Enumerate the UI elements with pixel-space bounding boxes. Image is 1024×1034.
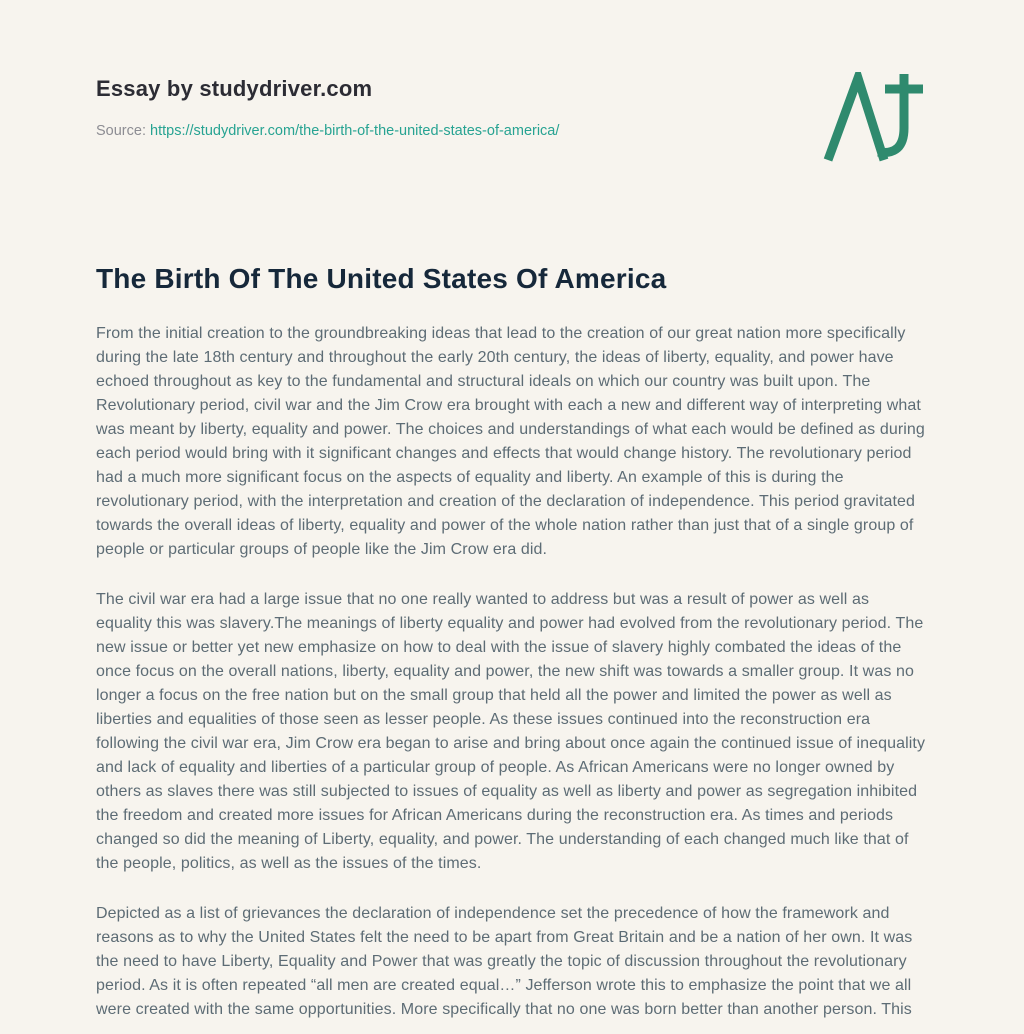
studydriver-logo-icon — [822, 72, 926, 162]
essay-article — [96, 262, 928, 1022]
essay-by-line: Essay by studydriver.com — [96, 76, 373, 101]
source-line — [96, 122, 559, 141]
document-header — [96, 0, 928, 162]
essay-paragraph-2: The civil war era had a large issue that no one really wanted to address but was a result of power as well as equality this was slavery.The meanings of liberty equality and power had evolved from the revolutionary period. The new issue or better yet new emphasize on how to deal with the issue of slavery highly combated the ideas of the once focus on the overall nations, liberty, equality and power, the new shift was towards a smaller group. It was no longer a focus on the free nation but on the small group that held all the power and limited the power as well as liberties and equalities of those seen as lesser people. As these issues continued into the reconstruction era following the civil war era, Jim Crow era began to arise and bring about once again the continued issue of inequality and lack of equality and liberties of a particular group of people. As African Americans were no longer owned by others as slaves there was still subjected to issues of equality as well as liberty and power as segregation inhibited the freedom and created more issues for African Americans during the reconstruction era. As times and periods changed so did the meaning of Liberty, equality, and power. The understanding of each changed much like that of the people, politics, as well as the issues of the times. — [96, 590, 926, 872]
header-text-block — [96, 76, 559, 141]
essay-paragraph-1: From the initial creation to the groundbreaking ideas that lead to the creation of our great nation more specifically during the late 18th century and throughout the early 20th century, the ideas of liberty, equality, and power have echoed throughout as key to the fundamental and structural ideals on which our country was built upon. The Revolutionary period, civil war and the Jim Crow era brought with each a new and different way of interpreting what was meant by liberty, equality and power. The choices and understandings of what each would be defined as during each period would bring with it significant changes and effects that would change history. The revolutionary period had a much more significant focus on the aspects of equality and liberty. An example of this is during the revolutionary period, with the interpretation and creation of the declaration of independence. This period gravitated towards the overall ideas of liberty, equality and power of the whole nation rather than just that of a single group of people or particular groups of people like the Jim Crow era did. — [96, 324, 925, 558]
essay-paragraph-3: Depicted as a list of grievances the declaration of independence set the precedence of how the framework and reasons as to why the United States felt the need to be apart from Great Britain and be a nation of her own. It was the need to have Liberty, Equality and Power that was greatly the topic of discussion throughout the revolutionary period. As it is often repeated “all men are created equal…” Jefferson wrote this to emphasize the point that we all were created with the same opportunities. More specifically that no one was born better than another person. This — [96, 904, 913, 1018]
source-url-link[interactable]: https://studydriver.com/the-birth-of-the-united-states-of-america/ — [150, 123, 560, 140]
source-label: Source: — [96, 123, 146, 140]
essay-title: The Birth Of The United States Of America — [96, 263, 667, 294]
